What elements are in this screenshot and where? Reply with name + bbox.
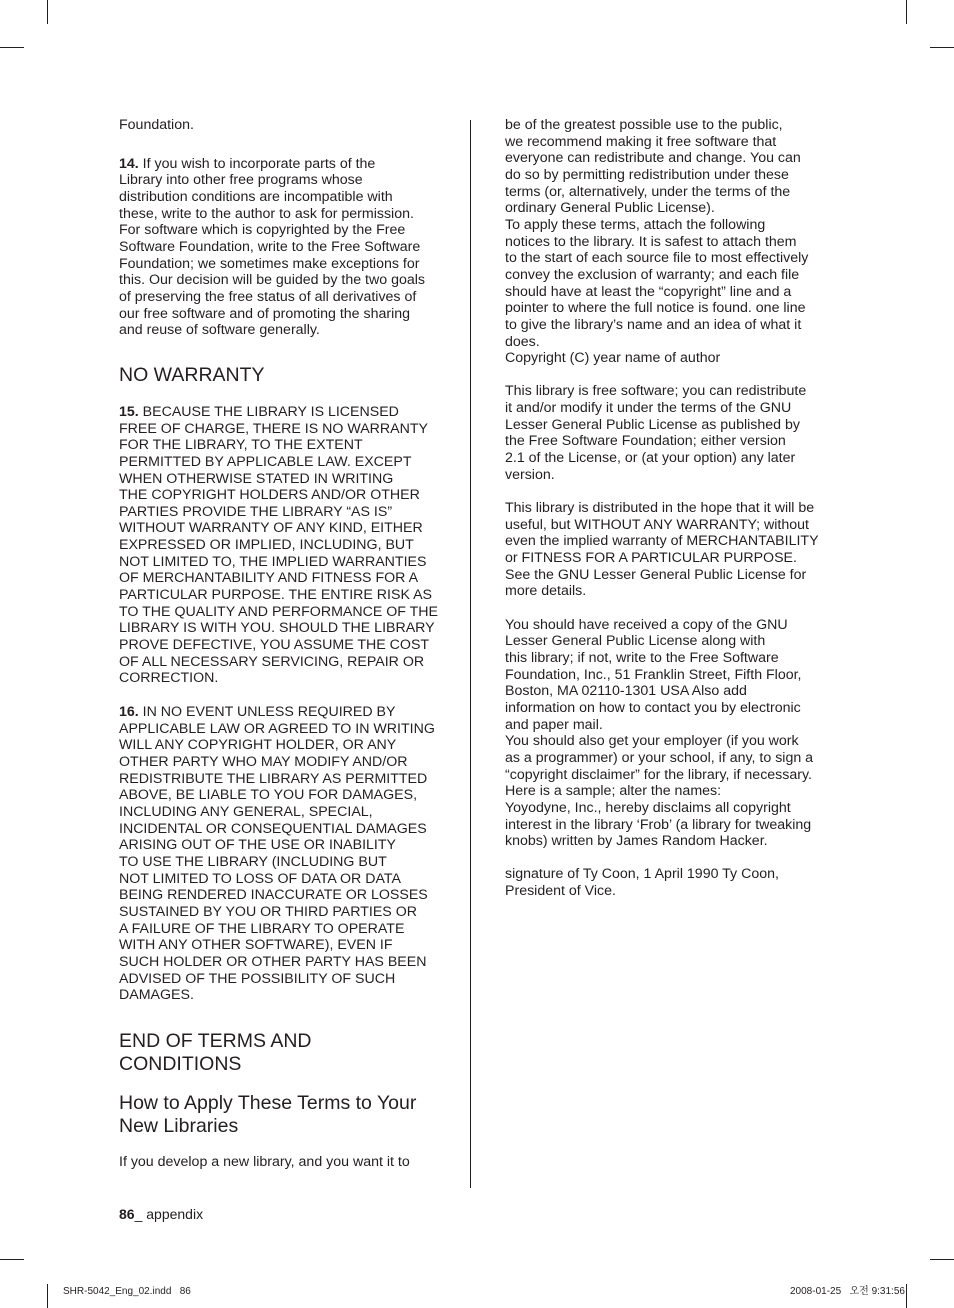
- footer-section-label: _ appendix: [134, 1206, 204, 1222]
- no-warranty-heading: NO WARRANTY: [119, 363, 265, 386]
- print-slug-file: SHR-5042_Eng_02.indd 86: [63, 1286, 191, 1297]
- apply-terms-paragraph: be of the greatest possible use to the public, we recommend making it free software that everyone can redistribute and change. You can do so by permitting redistribution under these terms (or, alternatively, under the terms of the ordinary General Public License). To apply these terms, attach the following notices to the library. It is safest to attach them to the start of each source file to most effectively convey the exclusion of warranty; and each file should have at least the “copyright” line and a pointer to where the full notice is found. one line to give the library’s name and an idea of what it does. Copyright (C) year name of author: [505, 117, 809, 367]
- crop-mark-bottom-right-horizontal: [930, 1259, 954, 1260]
- crop-mark-bottom-left-horizontal: [0, 1259, 24, 1260]
- crop-mark-top-right-horizontal: [930, 47, 954, 48]
- section-16-text: IN NO EVENT UNLESS REQUIRED BY APPLICABLE LAW OR AGREED TO IN WRITING WILL ANY COPYRIGHT HOLDER, OR ANY OTHER PARTY WHO MAY MODIFY AND/OR REDISTRIBUTE THE LIBRARY AS PERMITTED ABOVE, BE LIABLE TO YOU FOR DAMAGES, INCLUDING ANY GENERAL, SPECIAL, INCIDENTAL OR CONSEQUENTIAL DAMAGES ARISING OUT OF THE USE OR INABILITY TO USE THE LIBRARY (INCLUDING BUT NOT LIMITED TO LOSS OF DATA OR DATA BEING RENDERED INACCURATE OR LOSSES SUSTAINED BY YOU OR THIRD PARTIES OR A FAILURE OF THE LIBRARY TO OPERATE WITH ANY OTHER SOFTWARE), EVEN IF SUCH HOLDER OR OTHER PARTY HAS BEEN ADVISED OF THE POSSIBILITY OF SUCH DAMAGES.: [119, 704, 435, 1004]
- print-slug-datetime: 2008-01-25 오전 9:31:56: [790, 1286, 905, 1297]
- section-15-text: BECAUSE THE LIBRARY IS LICENSED FREE OF CHARGE, THERE IS NO WARRANTY FOR THE LIBRARY, TO THE EXTENT PERMITTED BY APPLICABLE LAW. EXCEPT WHEN OTHERWISE STATED IN WRITING THE COPYRIGHT HOLDERS AND/OR OTHER PARTIES PROVIDE THE LIBRARY “AS IS” WITHOUT WARRANTY OF ANY KIND, EITHER EXPRESSED OR IMPLIED, INCLUDING, BUT NOT LIMITED TO, THE IMPLIED WARRANTIES OF MERCHANTABILITY AND FITNESS FOR A PARTICULAR PURPOSE. THE ENTIRE RISK AS TO THE QUALITY AND PERFORMANCE OF THE LIBRARY IS WITH YOU. SHOULD THE LIBRARY PROVE DEFECTIVE, YOU ASSUME THE COST OF ALL NECESSARY SERVICING, REPAIR OR CORRECTION.: [119, 403, 439, 687]
- column-divider: [470, 120, 471, 1188]
- new-library-intro: If you develop a new library, and you want it to: [119, 1153, 410, 1170]
- page-number: 86: [119, 1206, 135, 1222]
- foundation-line: Foundation.: [119, 117, 194, 133]
- no-warranty-notice: This library is distributed in the hope that it will be useful, but WITHOUT ANY WARRANTY; without even the implied warranty of MERCHANTABILITY or FITNESS FOR A PARTICULAR PURPOSE. See the GNU Lesser General Public License for more details.: [505, 500, 819, 600]
- crop-mark-bottom-right-vertical: [906, 1284, 907, 1308]
- section-14-number: 14.: [119, 155, 139, 172]
- page-footer: [119, 1205, 203, 1223]
- section-15-paragraph: [119, 404, 449, 687]
- right-column: [505, 117, 835, 900]
- end-of-terms-heading: END OF TERMS AND CONDITIONS: [119, 1029, 312, 1075]
- free-software-notice: This library is free software; you can redistribute it and/or modify it under the terms of the GNU Lesser General Public License as published by the Free Software Foundation; either version 2.1 of the License, or (at your option) any later version.: [505, 383, 807, 483]
- crop-mark-top-right-vertical: [906, 0, 907, 24]
- section-16-paragraph: [119, 704, 449, 1004]
- section-14-paragraph: [119, 156, 449, 339]
- signature-sample: signature of Ty Coon, 1 April 1990 Ty Coon, President of Vice.: [505, 866, 779, 900]
- how-to-apply-heading: How to Apply These Terms to Your New Libraries: [119, 1091, 417, 1137]
- section-14-text: If you wish to incorporate parts of the Library into other free programs whose distribution conditions are incompatible with these, write to the author to ask for permission. For software which is copyrighted by the Free Software Foundation, write to the Free Software Foundation; we sometimes make exceptions for this. Our decision will be guided by the two goals of preserving the free status of all derivatives of our free software and of promoting the sharing and reuse of software generally.: [119, 155, 425, 339]
- section-15-number: 15.: [119, 403, 139, 420]
- left-column: [119, 117, 449, 1171]
- crop-mark-top-left-horizontal: [0, 47, 24, 48]
- crop-mark-bottom-left-vertical: [47, 1284, 48, 1308]
- section-16-number: 16.: [119, 704, 139, 721]
- crop-mark-top-left-vertical: [47, 0, 48, 24]
- license-copy-notice: You should have received a copy of the GNU Lesser General Public License along with this library; if not, write to the Free Software Foundation, Inc., 51 Franklin Street, Fifth Floor, Boston, MA 02110-1301 USA Also add information on how to contact you by electronic and paper mail. You should also get your employer (if you work as a programmer) or your school, if any, to sign a “copyright disclaimer” for the library, if necessary. Here is a sample; alter the names: Yoyodyne, Inc., hereby disclaims all copyright interest in the library ‘Frob’ (a library for tweaking knobs) written by James Random Hacker.: [505, 616, 814, 850]
